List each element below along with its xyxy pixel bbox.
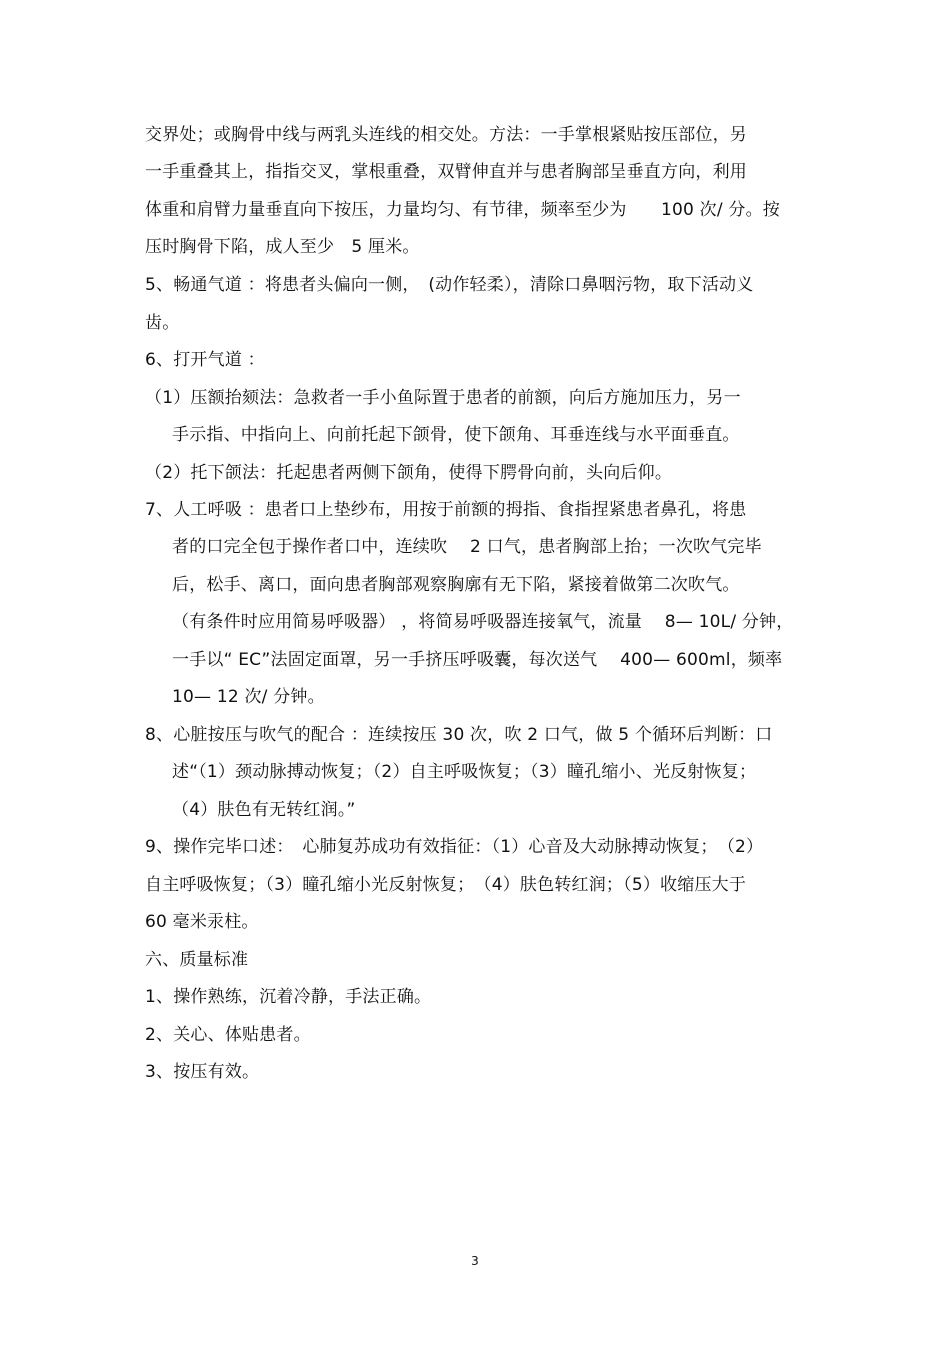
text-line: 一手以“ EC”法固定面罩，另一手挤压呼吸囊，每次送气 400— 600ml，频率	[172, 650, 783, 670]
text-line: 60 毫米汞柱。	[145, 912, 259, 932]
text-line: 手示指、中指向上、向前托起下颌骨，使下颌角、耳垂连线与水平面垂直。	[172, 425, 740, 445]
section-heading: 六、质量标准	[145, 950, 249, 970]
list-item: 3、按压有效。	[145, 1062, 260, 1082]
text-line: 体重和肩臂力量垂直向下按压，力量均匀、有节律，频率至少为 100 次/ 分。按	[145, 200, 780, 220]
text-line: （有条件时应用简易呼吸器） ，将简易呼吸器连接氧气，流量 8— 10L/ 分钟，	[172, 612, 794, 632]
sub-item-2: （2）托下颌法：托起患者两侧下颌角，使得下腭骨向前，头向后仰。	[145, 463, 673, 483]
text-line: 10— 12 次/ 分钟。	[172, 687, 325, 707]
list-item-6: 6、打开气道 ：	[145, 350, 265, 370]
sub-item-1: （1）压额抬颏法：急救者一手小鱼际置于患者的前额，向后方施加压力，另一	[145, 388, 741, 408]
list-item: 2、关心、体贴患者。	[145, 1025, 311, 1045]
text-line: （4）肤色有无转红润。”	[172, 800, 356, 820]
list-item-7: 7、人工呼吸 ：患者口上垫纱布，用按于前额的拇指、食指捏紧患者鼻孔，将患	[145, 500, 747, 520]
text-line: 一手重叠其上，指指交叉，掌根重叠，双臂伸直并与患者胸部呈垂直方向，利用	[145, 162, 747, 182]
text-line: 自主呼吸恢复；（3）瞳孔缩小光反射恢复； （4）肤色转红润；（5）收缩压大于	[145, 875, 747, 895]
text-line: 者的口完全包于操作者口中，连续吹 2 口气，患者胸部上抬；一次吹气完毕	[172, 537, 762, 557]
list-item-8: 8、心脏按压与吹气的配合 ：连续按压 30 次，吹 2 口气，做 5 个循环后判断：口	[145, 725, 773, 745]
text-line: 后，松手、离口，面向患者胸部观察胸廓有无下陷，紧接着做第二次吹气。	[172, 575, 740, 595]
list-item: 1、操作熟练，沉着冷静，手法正确。	[145, 987, 432, 1007]
list-item-5: 5、畅通气道 ：将患者头偏向一侧， (动作轻柔），清除口鼻咽污物，取下活动义	[145, 275, 754, 295]
text-line: 交界处；或胸骨中线与两乳头连线的相交处。方法：一手掌根紧贴按压部位，另	[145, 125, 747, 145]
text-line: 齿。	[145, 313, 180, 333]
list-item-9: 9、操作完毕口述： 心肺复苏成功有效指征：（1）心音及大动脉搏动恢复； （2）	[145, 837, 764, 857]
text-line: 压时胸骨下陷，成人至少 5 厘米。	[145, 237, 420, 257]
page-number: 3	[471, 1254, 479, 1268]
text-line: 述“（1）颈动脉搏动恢复；（2）自主呼吸恢复；（3）瞳孔缩小、光反射恢复；	[172, 762, 757, 782]
